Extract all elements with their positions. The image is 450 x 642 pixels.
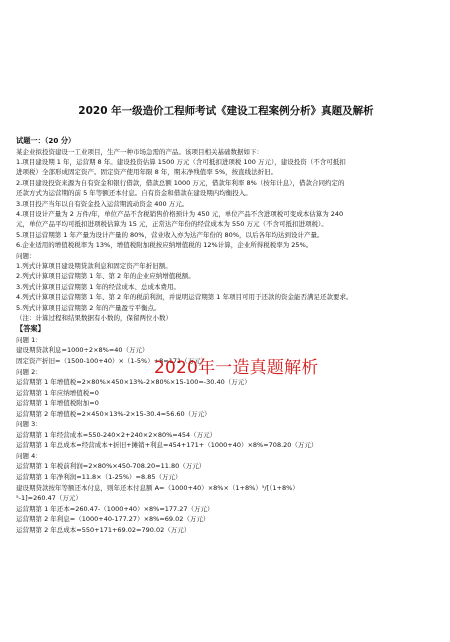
background-line: 5.项目运营期第 1 年产量为设计产量的 80%，营业收入亦为达产年份的 80%，以后各年均达到设计产量。: [16, 230, 324, 239]
answer-line: 运营期第 1 年还本=260.47-（1000+40）×8%=177.27（万元）: [16, 504, 214, 513]
background-line: 元，单位产品平均可抵扣进项税估算为 15 元，正常达产年份的经营成本为 550 万元（不含可抵扣进项税）。: [16, 220, 328, 229]
watermark-text: 2020年一造真题解析: [154, 358, 319, 378]
answer-line: 运营期第 1 年增值税=2×80%×450×13%-2×80%×15-100=-30.40（万元）: [16, 378, 251, 387]
question-item: 1.列式计算项目建设期贷款利息和固定资产年折旧额。: [16, 261, 172, 270]
answer-line: 运营期第 2 年总成本=550+171+69.02=790.02（万元）: [16, 525, 191, 534]
background-line: 还款方式为运营期的前 5 年等额还本付息。自有资金和借款在建设期内均衡投入。: [16, 189, 252, 198]
answer-line: 运营期第 1 年应纳增值税=0: [16, 388, 99, 397]
document-title: 2020 年一级造价工程师考试《建设工程案例分析》真题及解析: [78, 105, 374, 117]
answer-line: 运营期第 1 年税前利润=2×80%×450-708.20=11.80（万元）: [16, 462, 206, 471]
section-heading: 试题一：（20 分）: [16, 136, 76, 145]
question-item: 4.列式计算项目运营期第 1 年、第 2 年的税前利润，并说明运营期第 1 年项目可用于还款的资金能否满足还款要求。: [16, 293, 353, 302]
background-line: 2.项目建设投资来源为自有资金和银行借款，借款总额 1000 万元，借款年利率 8%（按年计息），借款合同约定的: [16, 178, 345, 187]
background-line: 1.项目建设期 1 年，运营期 8 年。建设投资估算 1500 万元（含可抵扣进项税 100 万元），建设投资（不含可抵扣: [16, 157, 346, 166]
answer-line: 运营期第 1 年增值税附加=0: [16, 399, 99, 408]
answer-line: ⁵-1]=260.47（万元）: [16, 494, 82, 503]
background-line: 4.项目设计产量为 2 万件/年，单位产品不含税销售价格预计为 450 元，单位产品不含进项税可变成本估算为 240: [16, 209, 344, 218]
answer-line: 建设期贷款按年等额还本付息，则年还本付息额 A=（1000+40）×8%×（1+8%）⁵/[（1+8%）: [16, 483, 299, 492]
background-block: [16, 147, 436, 251]
background-line: 6.企业适用的增值税税率为 13%，增值税附加税按应纳增值税的 12%计算，企业所得税税率为 25%。: [16, 241, 313, 250]
questions-label: 问题：: [16, 251, 36, 260]
questions-block: [16, 251, 436, 324]
answer-line: 问题 1：: [16, 335, 42, 344]
background-line: 3.项目投产当年以自有资金投入运营期流动资金 400 万元。: [16, 199, 189, 208]
answer-line: 运营期第 1 年经营成本=550-240×2+240×2×80%=454（万元）: [16, 430, 217, 439]
question-item: 2.列式计算项目运营期第 1 年、第 2 年的企业应纳增值税额。: [16, 272, 195, 281]
question-item: 5.列式计算项目运营期第 2 年的产量盈亏平衡点。: [16, 303, 161, 312]
background-line: 某企业拟投资建设一工业项目，生产一种市场急需的产品。该项目相关基础数据如下：: [16, 147, 263, 156]
answer-line: 问题 4：: [16, 451, 42, 460]
answer-line: 问题 2：: [16, 367, 42, 376]
question-note: （注：计算过程和结果数据有小数的，保留两位小数）: [16, 314, 172, 322]
answer-line: 运营期第 1 年净利润=11.8×（1-25%）=8.85（万元）: [16, 473, 182, 482]
background-line: 进项税）全部形成固定资产。固定资产使用年限 8 年，期末净残值率 5%，按直线法折旧。: [16, 168, 278, 177]
question-item: 3.列式计算项目运营期第 1 年的经营成本、总成本费用。: [16, 282, 180, 291]
answer-line: 固定资产折旧=（1500-100+40）×（1-5%）÷8=171（万元）: [16, 357, 208, 365]
answer-heading: 【答案】: [16, 324, 45, 334]
answer-line: 运营期第 1 年总成本=经营成本+折旧+摊销+利息=454+171+（1000+40）×8%=708.20（万元）: [16, 441, 318, 450]
answer-line: 运营期第 2 年增值税=2×450×13%-2×15-30.4=56.60（万元）: [16, 409, 211, 418]
answer-line: 问题 3：: [16, 420, 42, 429]
answer-line: 运营期第 2 年利息=（1000+40-177.27）×8%=69.02（万元）: [16, 515, 210, 524]
answer-line: 建设期贷款利息=1000÷2×8%=40（万元）: [16, 346, 149, 355]
